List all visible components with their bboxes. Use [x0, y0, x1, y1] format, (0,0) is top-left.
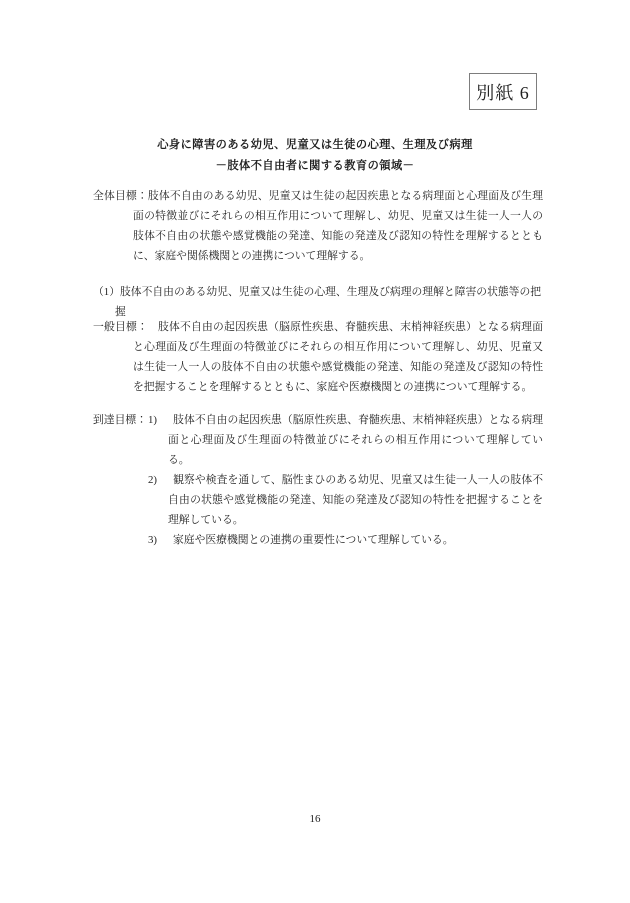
- attainment-goal-item: [148, 470, 543, 530]
- item-text: 観察や検査を通して、脳性まひのある幼児、児童又は生徒一人一人の肢体不自由の状態や感覚機能の発達、知能の発達及び認知の特性を把握することを理解している。: [168, 474, 543, 526]
- general-goal-paragraph: [93, 317, 543, 397]
- attainment-goals-section: [93, 410, 543, 550]
- title-line-1: 心身に障害のある幼児、児童又は生徒の心理、生理及び病理: [157, 139, 473, 151]
- attachment-label-box: [469, 73, 537, 110]
- item-text: 肢体不自由の起因疾患（脳原性疾患、脊髄疾患、末梢神経疾患）となる病理面と心理面及び生理面の特徴並びにそれらの相互作用について理解している。: [168, 414, 543, 466]
- attainment-goals-label: 到達目標：: [93, 414, 147, 426]
- page-number: 16: [309, 813, 321, 825]
- general-goal-section: [93, 317, 543, 397]
- general-goal-text: 肢体不自由の起因疾患（脳原性疾患、脊髄疾患、末梢神経疾患）となる病理面と心理面及び生理面の特徴並びにそれらの相互作用について理解し、幼児、児童又は生徒一人一人の肢体不自由の状態や感覚機能の発達、知能の発達及び認知の特性を把握することを理解するとともに、家庭や医療機関との連携について理解する。: [133, 321, 544, 393]
- attainment-goal-item: [148, 530, 543, 550]
- item-number: 2): [148, 474, 157, 486]
- overall-goal-paragraph: [93, 186, 543, 266]
- item-text: 家庭や医療機関との連携の重要性について理解している。: [173, 534, 454, 546]
- title-line-2: －肢体不自由者に関する教育の領域－: [215, 160, 415, 172]
- attachment-label: 別紙 6: [476, 82, 530, 103]
- general-goal-label: 一般目標：: [93, 321, 149, 333]
- section-1-heading: （1）肢体不自由のある幼児、児童又は生徒の心理、生理及び病理の理解と障害の状態等の把握: [93, 286, 542, 318]
- document-title: [0, 135, 630, 177]
- overall-goal-text: 肢体不自由のある幼児、児童又は生徒の起因疾患となる病理面と心理面及び生理面の特徴並びにそれらの相互作用について理解し、幼児、児童又は生徒一人一人の肢体不自由の状態や感覚機能の発達、知能の発達及び認知の特性を理解するとともに、家庭や関係機関との連携について理解する。: [133, 190, 544, 262]
- attainment-goal-item: [148, 410, 543, 470]
- item-number: 3): [148, 534, 157, 546]
- overall-goal-section: [93, 186, 543, 266]
- attainment-goals-list: [148, 410, 543, 550]
- section-1: [93, 282, 543, 322]
- overall-goal-label: 全体目標：: [93, 190, 148, 202]
- item-number: 1): [148, 414, 157, 426]
